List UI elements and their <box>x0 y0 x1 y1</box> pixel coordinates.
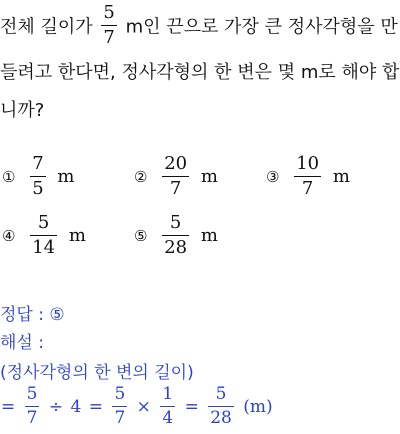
fraction-numerator: 1 <box>160 386 175 407</box>
choice-marker: ③ <box>266 167 280 186</box>
divide-sign: ÷ <box>48 396 64 417</box>
unit-label: (m) <box>243 396 273 417</box>
explanation-label: 해설 : <box>0 333 44 353</box>
choice-fraction <box>30 155 45 198</box>
fraction-numerator: 20 <box>162 155 189 177</box>
choice-fraction <box>162 155 189 198</box>
question-text-b: m인 끈으로 가장 큰 정사각형을 만 <box>125 16 398 38</box>
choice-1[interactable] <box>2 155 74 198</box>
fraction-numerator: 10 <box>294 155 321 177</box>
choice-marker: ① <box>2 167 16 186</box>
fraction-denominator: 28 <box>164 237 188 258</box>
fraction-denominator: 7 <box>169 178 182 199</box>
choice-marker: ⑤ <box>134 226 148 245</box>
fraction-numerator: 5 <box>112 386 127 407</box>
question-line-2: 들려고 한다면, 정사각형의 한 변은 몇 m로 해야 합 <box>0 62 400 83</box>
fraction-numerator: 5 <box>208 386 234 407</box>
choice-2[interactable] <box>134 155 218 198</box>
times-sign: × <box>136 396 151 417</box>
fraction-denominator: 28 <box>210 408 232 428</box>
fraction-denominator: 7 <box>26 408 38 428</box>
choice-unit: m <box>68 225 86 246</box>
answer-label: 정답 : ⑤ <box>0 305 65 325</box>
question-fraction <box>101 4 116 47</box>
choice-5[interactable] <box>134 214 218 257</box>
choice-4[interactable] <box>2 214 86 257</box>
equals-sign: = <box>1 396 16 417</box>
formula-fraction-3 <box>160 386 175 427</box>
fraction-denominator: 5 <box>32 178 44 199</box>
fraction-denominator: 7 <box>114 408 126 428</box>
equals-sign: = <box>184 396 199 417</box>
question-text-a: 전체 길이가 <box>0 16 93 38</box>
question-line-3: 니까? <box>0 100 45 121</box>
choice-fraction <box>294 155 321 198</box>
formula-fraction-2 <box>112 386 127 427</box>
fraction-numerator: 5 <box>30 214 57 236</box>
question-line-1 <box>0 4 398 47</box>
choice-marker: ④ <box>2 226 16 245</box>
divisor: 4 <box>70 396 82 417</box>
fraction-numerator: 5 <box>101 4 116 26</box>
fraction-numerator: 5 <box>162 214 189 236</box>
fraction-numerator: 5 <box>25 386 40 407</box>
choice-fraction <box>30 214 57 257</box>
explanation-formula <box>0 386 274 427</box>
equals-sign: = <box>88 396 104 417</box>
choice-marker: ② <box>134 167 148 186</box>
choice-3[interactable] <box>266 155 350 198</box>
choice-unit: m <box>332 166 350 187</box>
choice-fraction <box>162 214 189 257</box>
fraction-denominator: 4 <box>162 408 174 428</box>
explanation-line: (정사각형의 한 변의 길이) <box>0 363 194 383</box>
choice-unit: m <box>200 225 218 246</box>
fraction-denominator: 7 <box>103 27 115 48</box>
formula-fraction-4 <box>208 386 234 427</box>
fraction-denominator: 14 <box>32 237 56 258</box>
fraction-denominator: 7 <box>301 178 314 199</box>
choice-unit: m <box>57 166 75 187</box>
choice-unit: m <box>200 166 218 187</box>
fraction-numerator: 7 <box>30 155 45 177</box>
formula-fraction-1 <box>25 386 40 427</box>
